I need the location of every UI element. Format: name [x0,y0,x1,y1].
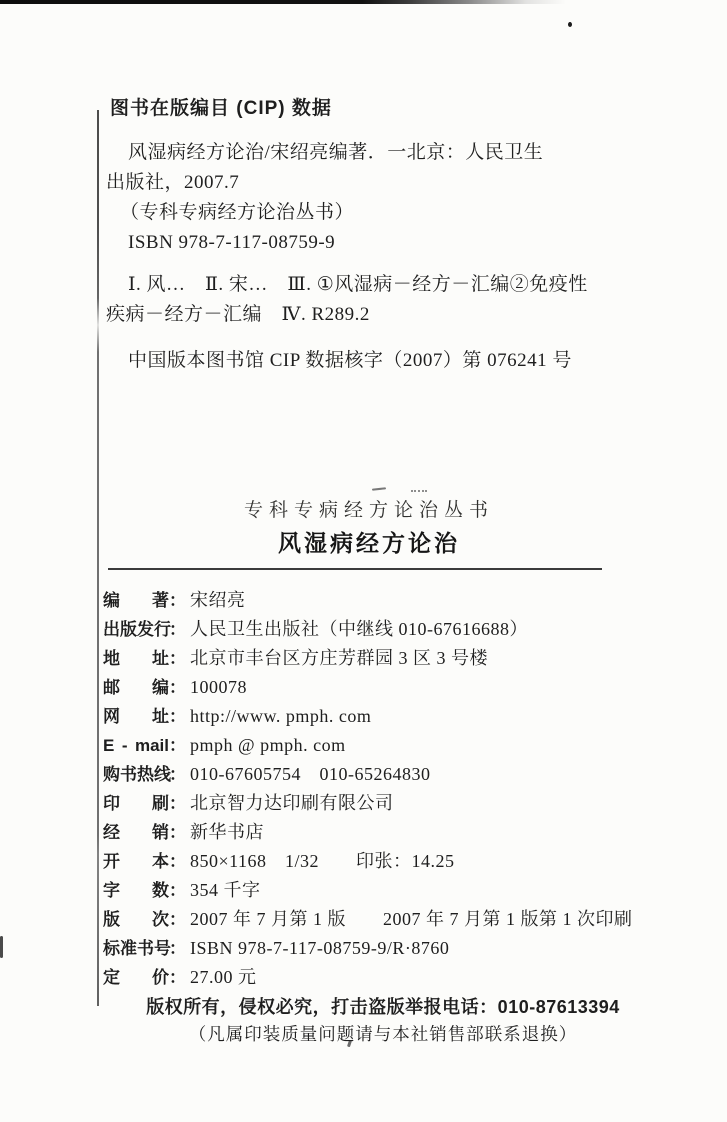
colophon-colon: ： [169,736,186,755]
colophon-value: 100078 [190,677,247,697]
colophon-row-publisher [103,615,663,644]
colophon-row-address [103,644,663,673]
cip-series-note: （专科专病经方论治丛书） [120,202,355,223]
colophon-row-author [103,586,663,615]
colophon-value: 新华书店 [190,822,264,842]
colophon-label: 定价 [103,968,169,987]
cip-entry-line-1: 风湿病经方论治/宋绍亮编著．一北京：人民卫生 [128,142,544,163]
scan-artifact-edge-dash [0,936,3,958]
cip-heading: 图书在版编目 (CIP) 数据 [110,98,332,119]
colophon-value: 850×1168 1/32 印张：14.25 [190,851,455,871]
colophon-colon: ： [169,939,186,958]
colophon-row-postcode [103,673,663,702]
colophon-row-isbn [103,934,663,963]
colophon-colon: ： [169,794,186,813]
book-title: 风湿病经方论治 [278,530,460,556]
colophon-label: 字数 [103,881,169,900]
colophon-label: 出版发行 [103,620,171,639]
cip-isbn: ISBN 978-7-117-08759-9 [128,232,336,253]
colophon-row-price [103,963,663,992]
series-title: 专科专病经方论治丛书 [243,500,494,521]
quality-note: （凡属印装质量问题请与本社销售部联系退换） [188,1024,578,1044]
colophon-colon: ： [169,765,186,784]
colophon-value: 北京智力达印刷有限公司 [190,793,394,813]
colophon-colon: ： [169,678,186,697]
colophon-value: 人民卫生出版社（中继线 010-67616688） [190,619,528,639]
colophon-row-format [103,847,663,876]
colophon-label: 编著 [103,591,169,610]
colophon-colon: ： [169,968,186,987]
colophon-label: E - mail [103,736,169,755]
colophon-row-hotline [103,760,663,789]
colophon-colon: ： [169,620,186,639]
colophon-colon: ： [169,910,186,929]
colophon-value: 2007 年 7 月第 1 版 2007 年 7 月第 1 版第 1 次印刷 [190,909,633,929]
cip-block [106,96,654,376]
colophon-colon: ： [169,707,186,726]
cip-classification-line-1: Ⅰ. 风… Ⅱ. 宋… Ⅲ. ①风湿病－经方－汇编②免疫性 [128,274,588,295]
colophon-row-wordcount [103,876,663,905]
cip-registry-number: 中国版本图书馆 CIP 数据核字（2007）第 076241 号 [128,350,572,371]
colophon-colon: ： [169,852,186,871]
colophon-colon: ： [169,881,186,900]
colophon-label: 版次 [103,910,169,929]
scan-artifact-ink-dot [568,22,572,27]
colophon-value: 354 千字 [190,880,261,900]
colophon-colon: ： [169,823,186,842]
colophon-label: 购书热线 [103,765,171,784]
copyright-warning: 版权所有，侵权必究，打击盗版举报电话：010-87613394 [146,997,620,1017]
cip-classification-line-2: 疾病－经方－汇编 Ⅳ. R289.2 [106,304,370,325]
colophon-label: 开本 [103,852,169,871]
colophon-row-printer [103,789,663,818]
colophon-row-edition [103,905,663,934]
scan-artifact-smudge-2 [411,490,427,492]
title-block [98,497,640,559]
colophon-value: 27.00 元 [190,967,257,987]
divider-rule [108,568,602,570]
cip-entry-line-2: 出版社，2007.7 [106,172,240,193]
colophon-row-distributor [103,818,663,847]
colophon-label: 地址 [103,649,169,668]
colophon-row-website [103,702,663,731]
colophon-value: http://www. pmph. com [190,706,372,726]
colophon-value: pmph @ pmph. com [190,735,346,755]
colophon-value: 宋绍亮 [190,590,246,610]
colophon-label: 经销 [103,823,169,842]
colophon-colon: ： [169,591,186,610]
colophon-label: 网址 [103,707,169,726]
colophon-value: 北京市丰台区方庄芳群园 3 区 3 号楼 [190,648,488,668]
colophon-value: ISBN 978-7-117-08759-9/R·8760 [190,938,450,958]
scan-artifact-top-bar [0,0,566,4]
colophon-value: 010-67605754 010-65264830 [190,764,431,784]
scan-artifact-smudge-1 [372,487,386,490]
colophon-label: 标准书号 [103,939,171,958]
colophon-label: 印刷 [103,794,169,813]
colophon-label: 邮编 [103,678,169,697]
colophon-block [103,586,663,1048]
colophon-colon: ： [169,649,186,668]
colophon-row-email [103,731,663,760]
